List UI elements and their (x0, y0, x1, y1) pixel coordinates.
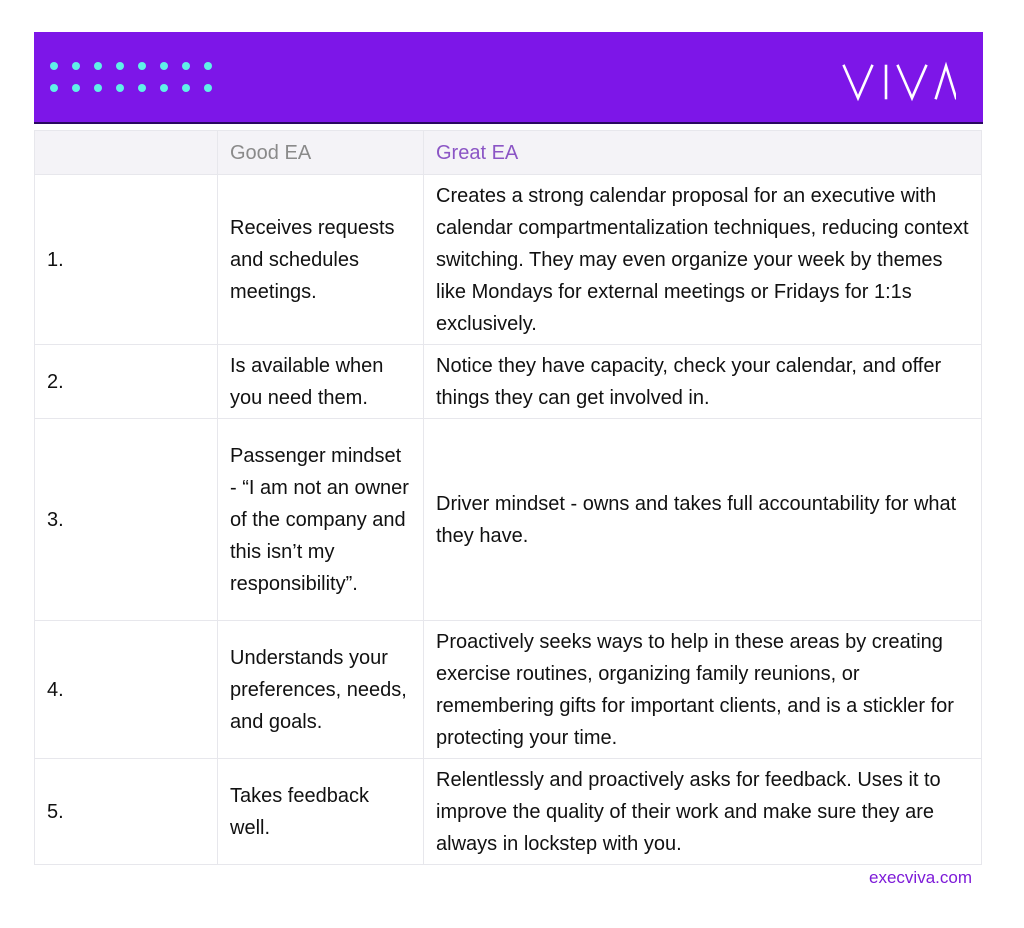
decorative-dot (116, 84, 124, 92)
row-number: 3. (35, 419, 218, 621)
table-row (35, 345, 982, 419)
decorative-dot (182, 62, 190, 70)
table-row (35, 419, 982, 621)
good-ea-cell: Passenger mindset - “I am not an owner of the company and this isn’t my responsibility”. (218, 419, 424, 621)
footer-website-link[interactable]: execviva.com (869, 868, 972, 887)
good-ea-cell: Receives requests and schedules meetings. (218, 175, 424, 345)
decorative-dot (94, 62, 102, 70)
table-row (35, 175, 982, 345)
header-good-ea: Good EA (218, 131, 424, 175)
comparison-table (34, 130, 982, 865)
decorative-dot (138, 84, 146, 92)
great-ea-cell: Driver mindset - owns and takes full accountability for what they have. (424, 419, 982, 621)
decorative-dot (204, 84, 212, 92)
great-ea-cell: Creates a strong calendar proposal for an executive with calendar compartmentalization techniques, reducing context switching. They may even organize your week by themes like Mondays for external meetings or Fridays for 1:1s exclusively. (424, 175, 982, 345)
header-great-ea: Great EA (424, 131, 982, 175)
header-index (35, 131, 218, 175)
decorative-dot (72, 84, 80, 92)
table-row (35, 621, 982, 759)
great-ea-cell: Proactively seeks ways to help in these areas by creating exercise routines, organizing family reunions, or remembering gifts for important clients, and is a stickler for protecting your time. (424, 621, 982, 759)
decorative-dot (50, 62, 58, 70)
decorative-dot (182, 84, 190, 92)
great-ea-cell: Relentlessly and proactively asks for feedback. Uses it to improve the quality of their work and make sure they are always in lockstep with you. (424, 759, 982, 865)
decorative-dot (72, 62, 80, 70)
decorative-dot (160, 62, 168, 70)
decorative-dot (94, 84, 102, 92)
great-ea-cell: Notice they have capacity, check your calendar, and offer things they can get involved in. (424, 345, 982, 419)
decorative-dot (160, 84, 168, 92)
viva-logo (840, 60, 956, 104)
row-number: 1. (35, 175, 218, 345)
good-ea-cell: Takes feedback well. (218, 759, 424, 865)
decorative-dot (204, 62, 212, 70)
comparison-table-wrapper (34, 130, 981, 865)
row-number: 5. (35, 759, 218, 865)
decorative-dots (50, 62, 220, 94)
good-ea-cell: Is available when you need them. (218, 345, 424, 419)
table-header-row (35, 131, 982, 175)
good-ea-cell: Understands your preferences, needs, and goals. (218, 621, 424, 759)
row-number: 4. (35, 621, 218, 759)
table-row (35, 759, 982, 865)
decorative-dot (138, 62, 146, 70)
row-number: 2. (35, 345, 218, 419)
decorative-dot (116, 62, 124, 70)
decorative-dot (50, 84, 58, 92)
